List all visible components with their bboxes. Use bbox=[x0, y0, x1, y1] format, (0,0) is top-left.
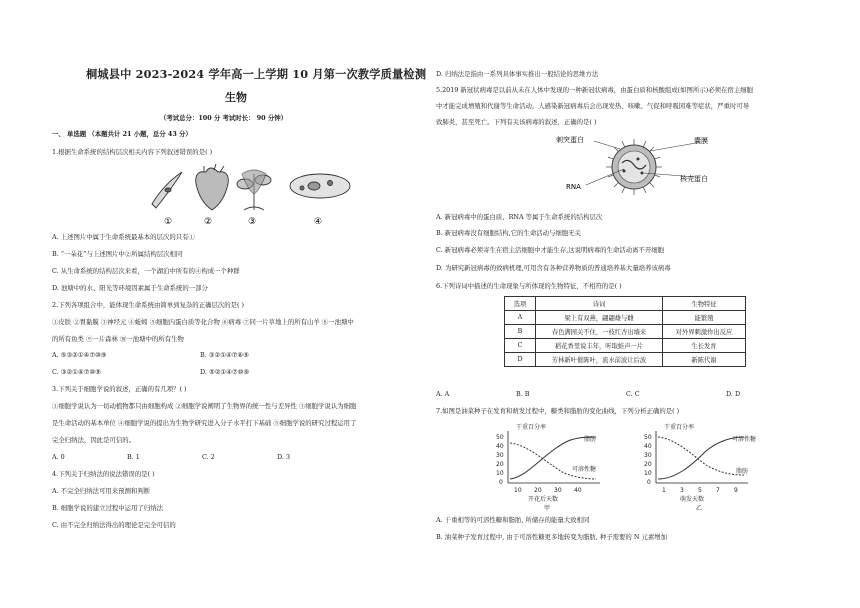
q1-option-a: A. 上述图片中属于生命系统最基本的层次的只有① bbox=[52, 233, 195, 241]
curve-label: 脂肪 bbox=[584, 436, 597, 443]
ytick: 40 bbox=[496, 443, 504, 450]
xtick: 5 bbox=[698, 487, 702, 494]
q3-option-a: A. 0 bbox=[52, 453, 65, 461]
q3-items-line3: 完全归纳法，因此是可信的。 bbox=[52, 436, 136, 444]
q4-stem: 4.下列关于归纳法的说法错误的是( ) bbox=[52, 470, 155, 478]
q3-option-b: B. 1 bbox=[127, 453, 140, 461]
section-heading: 一、 单选题 （本题共计 21 小题，总分 43 分） bbox=[52, 130, 192, 138]
q5-stem-line1: 5.2019 新冠状病毒是以前从未在人体中发现的一种新冠状病毒，由蛋白质和核酸组成(如图所示)必须在宿主细胞 bbox=[436, 86, 753, 94]
q3-stem: 3.下列关于细胞学说的叙述，正确的有几项？( ) bbox=[52, 385, 187, 393]
q2-items-line1: ①皮肤 ②胃黏膜 ③神经元 ④蚯蚓 ⑤细胞内蛋白质等化合物 ⑥病毒 ⑦同一片草地上的所有山羊 ⑧一池塘中 bbox=[52, 318, 354, 326]
table-header: 选项 bbox=[505, 297, 536, 311]
table-cell: A bbox=[505, 311, 536, 325]
q6-option-b: B. B bbox=[516, 390, 530, 398]
q6-option-c: C. C bbox=[626, 390, 640, 398]
q2-items-line2: 的所有鱼类 ⑨一片森林 ⑩一池塘中的所有生物 bbox=[52, 335, 184, 343]
q3-option-c: C. 2 bbox=[202, 453, 215, 461]
chart-ylabel: 干重百分率 bbox=[516, 424, 547, 431]
poetry-table bbox=[504, 296, 746, 367]
q3-items-line2: 是生命活动的基本单位 ④细胞学说的提出为生物学研究进入分子水平打下基础 ⑤细胞学说的研究过程运用了 bbox=[52, 419, 357, 427]
chart-ylabel: 干重百分率 bbox=[664, 424, 695, 431]
label-spike-protein: 刺突蛋白 bbox=[556, 136, 584, 144]
table-cell: 春色满园关不住，一枝红杏出墙来 bbox=[536, 325, 663, 339]
q2-option-b: B. ③②①④⑦⑧⑨ bbox=[200, 351, 249, 359]
q6-option-d: D. D bbox=[726, 390, 741, 398]
q5-option-c: C. 新冠病毒必须寄生在宿主活细胞中才能生存,这说明病毒的生命活动离不开细胞 bbox=[436, 246, 665, 254]
ytick: 10 bbox=[644, 470, 652, 477]
label-rna: RNA bbox=[566, 183, 581, 191]
subject-title: 生物 bbox=[225, 91, 247, 104]
chart-seed-development bbox=[488, 421, 628, 511]
table-header: 诗词 bbox=[536, 297, 663, 311]
table-cell: 梁上有双燕，翩翩雄与雌 bbox=[536, 311, 663, 325]
table-cell: 对外界刺激作出反应 bbox=[663, 325, 746, 339]
table-cell: 稻花香里说丰年，听取蛙声一片 bbox=[536, 339, 663, 353]
xtick: 10 bbox=[514, 487, 522, 494]
table-row bbox=[505, 325, 746, 339]
q7-option-a: A. 干重相等的可溶性糖和脂肪, 所储存的能量大致相同 bbox=[436, 516, 590, 524]
table-cell: C bbox=[505, 339, 536, 353]
q6-option-a: A. A bbox=[436, 390, 450, 398]
label-envelope: 囊膜 bbox=[694, 137, 708, 145]
chart-xlabel: 萌发天数 bbox=[680, 496, 705, 503]
heart-image bbox=[196, 164, 229, 210]
q4-option-c: C. 由不完全归纳法得出的理论是完全可信的 bbox=[52, 521, 176, 529]
ytick: 50 bbox=[496, 434, 504, 441]
virus-figure bbox=[546, 133, 716, 201]
q1-option-d: D. 池塘中的水、阳光等环境因素属于生命系统的一部分 bbox=[52, 284, 208, 292]
xtick: 7 bbox=[716, 487, 720, 494]
q5-option-b: B. 新冠病毒没有细胞结构,它的生命活动与细胞无关 bbox=[436, 229, 581, 237]
table-cell: B bbox=[505, 325, 536, 339]
q7-option-b: B. 油菜种子发育过程中, 由于可溶性糖更多地转变为脂肪, 种子需要的 N 元素增加 bbox=[436, 533, 668, 541]
label-capsid: 核壳蛋白 bbox=[680, 175, 708, 183]
xtick: 30 bbox=[554, 487, 562, 494]
q1-figure bbox=[144, 164, 354, 228]
q4-option-a: A. 不完全归纳法可用来预测和判断 bbox=[52, 487, 151, 495]
ytick: 40 bbox=[644, 443, 652, 450]
table-row bbox=[505, 339, 746, 353]
q2-stem: 2.下列各项组合中，能体现生命系统由简单到复杂的正确层次的是( ) bbox=[52, 301, 245, 309]
exam-info: （考试总分：100 分 考试时长： 90 分钟） bbox=[160, 114, 287, 122]
ytick: 0 bbox=[499, 479, 503, 486]
q3-items-line1: ①细胞学说认为一切动植物都只由细胞构成 ②细胞学说阐明了生物界的统一性与差异性 ③细胞学说认为细胞 bbox=[52, 402, 357, 410]
plant-image bbox=[237, 170, 271, 210]
q5-stem-line3: 致肺炎，甚至死亡。下列有关该病毒的叙述，正确的是( ) bbox=[436, 118, 597, 126]
table-header-row bbox=[505, 297, 746, 311]
ytick: 30 bbox=[496, 452, 504, 459]
chart-caption: 甲 bbox=[544, 505, 551, 511]
q2-option-d: D. ⑤②①④⑦⑩⑨ bbox=[200, 368, 250, 376]
sugar-curve bbox=[658, 437, 744, 479]
ytick: 20 bbox=[496, 461, 504, 468]
q3-option-d: D. 3 bbox=[277, 453, 291, 461]
q1-stem: 1.根据生命系统的结构层次相关内容下列叙述错误的是( ) bbox=[52, 148, 213, 156]
ytick: 10 bbox=[496, 470, 504, 477]
fig-label-4: ④ bbox=[314, 217, 323, 227]
ytick: 20 bbox=[644, 461, 652, 468]
muscle-cell-image bbox=[152, 172, 182, 208]
chart-seed-germination bbox=[636, 421, 776, 511]
chart-caption: 乙 bbox=[696, 505, 703, 511]
fig-label-3: ③ bbox=[248, 217, 257, 227]
table-cell: D bbox=[505, 353, 536, 367]
q2-option-c: C. ③②①④⑦⑩⑨ bbox=[52, 368, 101, 376]
xtick: 9 bbox=[734, 487, 738, 494]
chart-xlabel: 开花后天数 bbox=[528, 496, 559, 503]
xtick: 40 bbox=[574, 487, 582, 494]
paramecium-image bbox=[290, 174, 350, 198]
q4-option-b: B. 细胞学说的建立过程中运用了归纳法 bbox=[52, 504, 164, 512]
xtick: 3 bbox=[680, 487, 684, 494]
fig-label-2: ② bbox=[204, 217, 213, 227]
q7-stem: 7.如图是油菜种子在发育和萌发过程中，糖类和脂肪的变化曲线，下列分析正确的是( ) bbox=[436, 407, 680, 415]
ytick: 0 bbox=[647, 479, 651, 486]
q2-option-a: A. ⑤③②①④⑦⑩⑨ bbox=[52, 351, 107, 359]
fig-label-1: ① bbox=[164, 217, 173, 227]
table-row bbox=[505, 311, 746, 325]
ytick: 30 bbox=[644, 452, 652, 459]
curve-label: 可溶性糖 bbox=[732, 436, 757, 443]
table-header: 生物特征 bbox=[663, 297, 746, 311]
q5-option-d: D. 为研究新冠病毒的致病机理,可用含有各种营养物质的普通培养基大量培养该病毒 bbox=[436, 264, 671, 272]
xtick: 1 bbox=[662, 487, 666, 494]
curve-label: 可溶性糖 bbox=[572, 466, 597, 473]
table-cell: 芳林新叶催陈叶，流水前波让后波 bbox=[536, 353, 663, 367]
q1-option-b: B. “一朵花”与上述图片中②所属结构层次相同 bbox=[52, 250, 183, 258]
table-cell: 生长发育 bbox=[663, 339, 746, 353]
xtick: 20 bbox=[534, 487, 542, 494]
q5-option-a: A. 新冠病毒中的蛋白质、RNA 等属于生命系统的结构层次 bbox=[436, 213, 603, 221]
q1-option-c: C. 从生命系统的结构层次来看，一个湖泊中所有的④构成一个种群 bbox=[52, 267, 240, 275]
ytick: 50 bbox=[644, 434, 652, 441]
table-row bbox=[505, 353, 746, 367]
table-cell: 能繁殖 bbox=[663, 311, 746, 325]
table-cell: 新陈代谢 bbox=[663, 353, 746, 367]
curve-label: 脂肪 bbox=[736, 468, 749, 475]
q5-stem-line2: 中才能完成增殖和代谢等生命活动，人感染新冠病毒后会出现发热、咳嗽、气促和呼吸困难等症状，严重时可导 bbox=[436, 102, 750, 110]
q4-option-d: D. 归纳法是指由一系列具体事实推出一般结论的思维方法 bbox=[436, 70, 599, 78]
exam-title: 桐城县中 2023-2024 学年高一上学期 10 月第一次教学质量检测 bbox=[86, 67, 427, 81]
q6-stem: 6.下列诗词中描述的生命现象与所体现的生物特征，不相符的是( ) bbox=[436, 282, 622, 290]
